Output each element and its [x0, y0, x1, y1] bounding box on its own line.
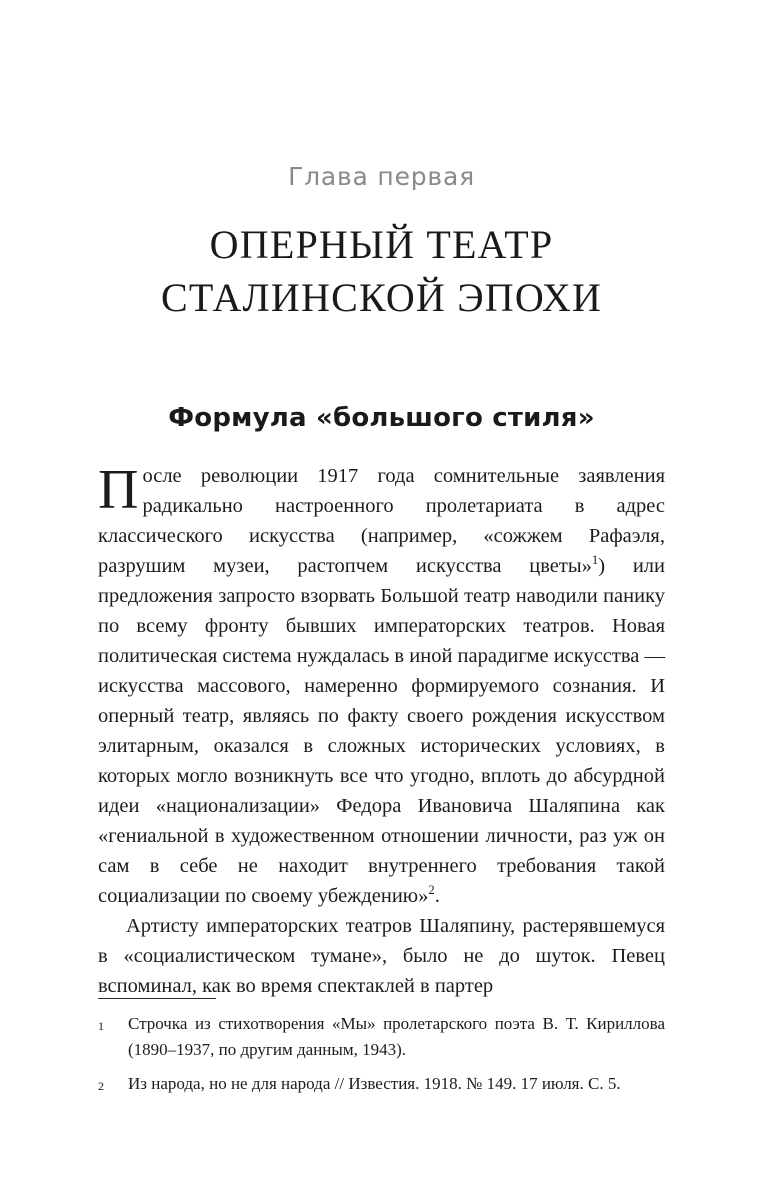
footnote-1 — [98, 1011, 665, 1063]
page-title — [98, 191, 665, 325]
chapter-title-line-1: ОПЕРНЫЙ ТЕАТР — [209, 222, 554, 267]
footnotes — [98, 998, 665, 1107]
footnote-2-text: Из народа, но не для народа // Известия. 1918. № 149. 17 июля. С. 5. — [128, 1074, 621, 1093]
footnote-2-marker: 2 — [98, 1079, 104, 1093]
paragraph-2: Артисту императорских театров Шаляпину, растерявшемуся в «социалистическом тумане», было не до шуток. Певец вспоминал, как во время спектаклей в партер — [98, 914, 665, 997]
paragraph-1 — [98, 458, 665, 911]
chapter-title-line-2: СТАЛИНСКОЙ ЭПОХИ — [160, 274, 603, 320]
footnote-1-text: Строчка из стихотворения «Мы» пролетарского поэта В. Т. Кириллова (1890–1937, по другим данным, 1943). — [128, 1014, 665, 1059]
section-title: Формула «большого стиля» — [168, 402, 595, 433]
footnote-divider — [98, 998, 216, 999]
footnote-1-marker: 1 — [98, 1019, 104, 1033]
footnote-2 — [98, 1071, 665, 1099]
body-text — [98, 433, 665, 1001]
paragraph-1-text: осле революции 1917 года сомнительные заявления радикально настроенного пролетариата в адрес классического искусства (например, «сожжем Рафаэля, разрушим музеи, растопчем искусства цветы»$^1$) или предложения запросто взорвать Большой театр наводили панику по всему фронту бывших императорских театров. Новая политическая система нуждалась в иной парадигме искусства — искусства массового, намеренно формируемого сознания. И оперный театр, являясь по факту своего рождения искусством элитарным, оказался в сложных исторических условиях, в которых могло возникнуть все что угодно, вплоть до абсурдной идеи «национализации» Федора Ивановича Шаляпина как «гениальной в художественном отношении личности, раз уж он сам в себе не находит внутреннего требования такой социализации по своему убеждению»$^2$. — [98, 464, 665, 907]
drop-cap: П — [98, 458, 139, 521]
chapter-label: Глава первая — [288, 162, 475, 191]
